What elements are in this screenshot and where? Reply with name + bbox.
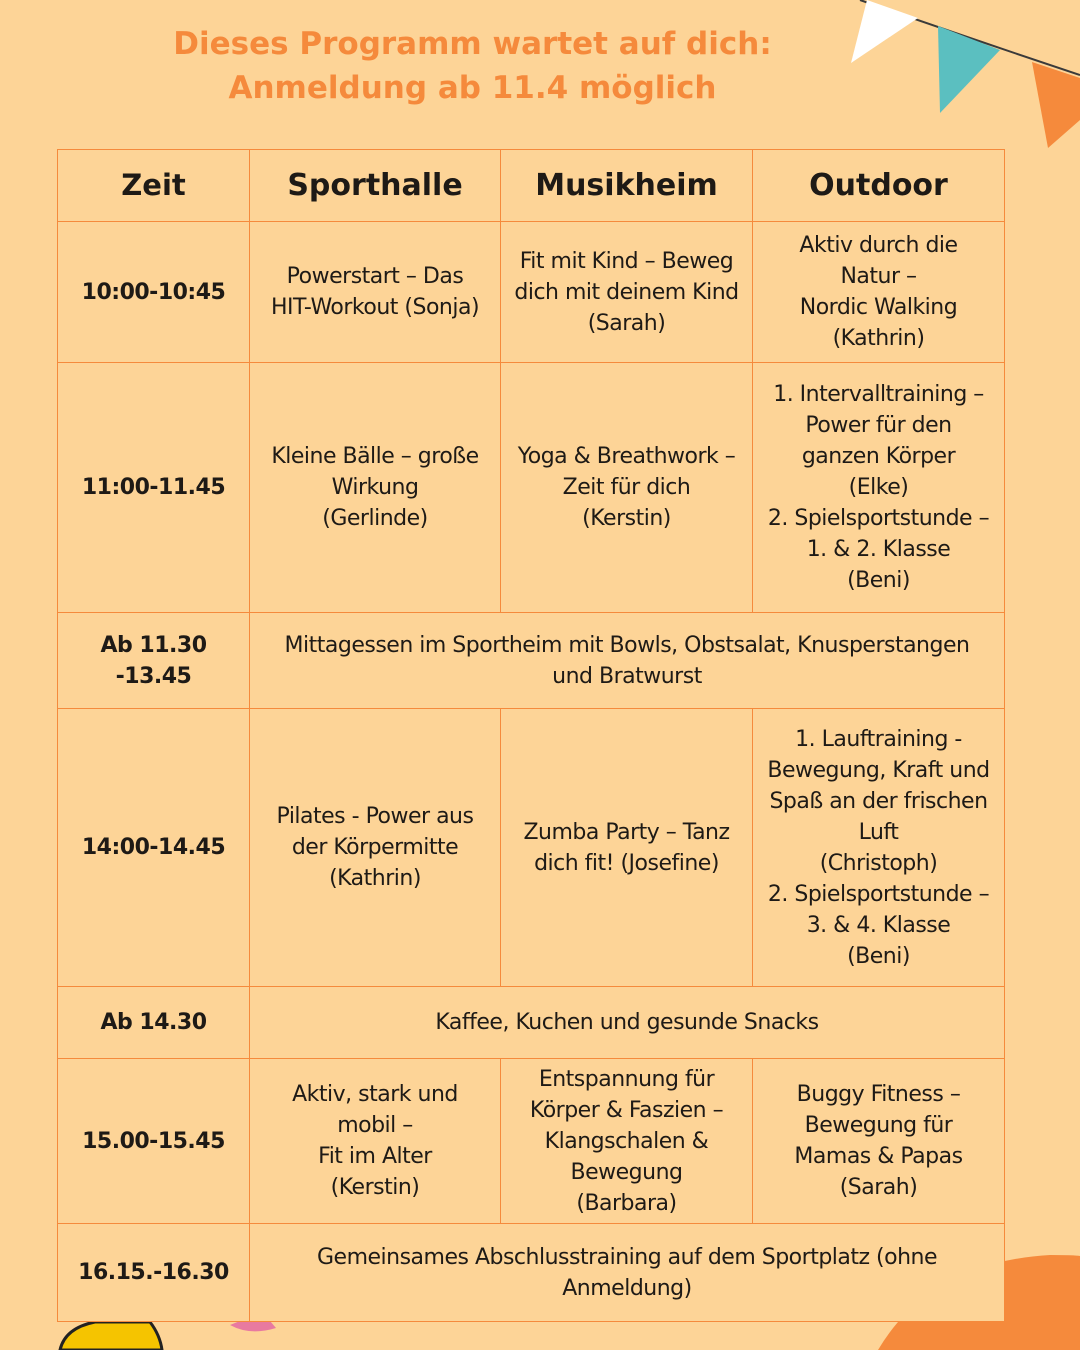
heading-line-1: Dieses Programm wartet auf dich: — [173, 26, 772, 62]
activity-text: Aktiv durch die Natur – Nordic Walking (Kathrin) — [799, 233, 958, 351]
column-header-outdoor: Outdoor — [753, 150, 1005, 222]
time-cell: Ab 14.30 — [58, 987, 250, 1059]
heading-line-2: Anmeldung ab 11.4 möglich — [228, 70, 717, 106]
sports-equipment-icon — [60, 1321, 276, 1350]
activity-text: Mittagessen im Sportheim mit Bowls, Obstsalat, Knusperstangen und Bratwurst — [284, 632, 970, 689]
column-header-sporthalle: Sporthalle — [250, 150, 501, 222]
activity-text: Zumba Party – Tanz dich fit! (Josefine) — [523, 819, 730, 876]
time-cell: 15.00-15.45 — [58, 1059, 250, 1224]
activity-text: Powerstart – Das HIT-Workout (Sonja) — [270, 264, 480, 320]
lunch-cell — [250, 613, 1005, 709]
outdoor-cell — [753, 363, 1005, 613]
outdoor-cell — [753, 709, 1005, 987]
activity-text: Kaffee, Kuchen und gesunde Snacks — [435, 1010, 819, 1035]
sporthalle-cell — [250, 363, 501, 613]
time-cell: 10:00-10:45 — [58, 222, 250, 363]
activity-text: 1. Intervalltraining – Power für den ganzen Körper (Elke) 2. Spielsportstunde – 1. & 2. Klasse (Beni) — [767, 382, 990, 593]
musikheim-cell — [501, 363, 753, 613]
activity-text: Pilates - Power aus der Körpermitte (Kathrin) — [276, 804, 474, 891]
table-row — [58, 363, 1005, 613]
column-header-musikheim: Musikheim — [501, 150, 753, 222]
time-cell: Ab 11.30 -13.45 — [58, 613, 250, 709]
musikheim-cell — [501, 222, 753, 363]
table-row — [58, 613, 1005, 709]
schedule-table — [57, 149, 1005, 1322]
sporthalle-cell — [250, 222, 501, 363]
outdoor-cell — [753, 222, 1005, 363]
table-row — [58, 1059, 1005, 1224]
activity-text: Yoga & Breathwork – Zeit für dich (Kerstin) — [517, 444, 736, 531]
coffee-cell — [250, 987, 1005, 1059]
activity-text: Gemeinsames Abschlusstraining auf dem Sportplatz (ohne Anmeldung) — [316, 1244, 938, 1301]
table-row — [58, 709, 1005, 987]
column-header-zeit: Zeit — [58, 150, 250, 222]
sporthalle-cell — [250, 709, 501, 987]
activity-text: Fit mit Kind – Beweg dich mit deinem Kind (Sarah) — [514, 248, 739, 336]
time-cell: 16.15.-16.30 — [58, 1224, 250, 1322]
table-row — [58, 222, 1005, 363]
closing-training-cell — [250, 1224, 1005, 1322]
sporthalle-cell — [250, 1059, 501, 1224]
activity-text: Kleine Bälle – große Wirkung (Gerlinde) — [271, 444, 479, 531]
time-cell: 14:00-14.45 — [58, 709, 250, 987]
time-cell: 11:00-11.45 — [58, 363, 250, 613]
page-heading — [0, 22, 945, 110]
musikheim-cell — [501, 1059, 753, 1224]
activity-text: Buggy Fitness – Bewegung für Mamas & Papas (Sarah) — [794, 1082, 963, 1200]
table-row — [58, 1224, 1005, 1322]
outdoor-cell — [753, 1059, 1005, 1224]
activity-text: Aktiv, stark und mobil – Fit im Alter (Kerstin) — [292, 1082, 458, 1200]
table-header-row — [58, 150, 1005, 222]
table-row — [58, 987, 1005, 1059]
activity-text: 1. Lauftraining - Bewegung, Kraft und Spaß an der frischen Luft (Christoph) 2. Spielsportstunde – 3. & 4. Klasse (Beni) — [767, 726, 990, 969]
activity-text: Entspannung für Körper & Faszien – Klangschalen & Bewegung (Barbara) — [529, 1066, 724, 1216]
musikheim-cell — [501, 709, 753, 987]
